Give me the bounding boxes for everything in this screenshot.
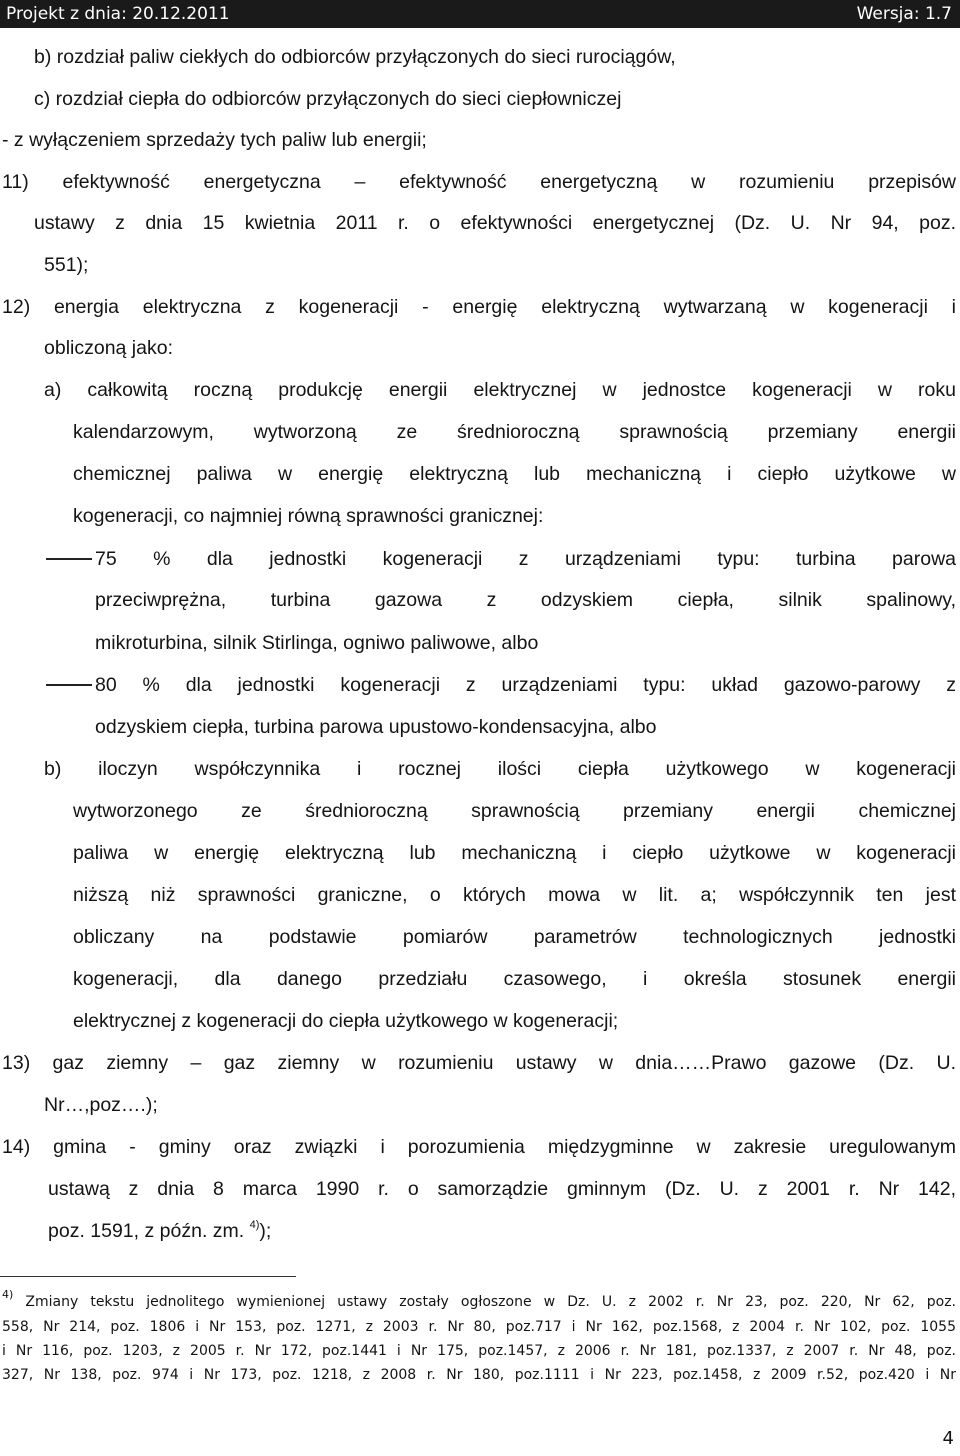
- body-line: obliczoną jako:: [44, 337, 173, 359]
- body-line: chemicznej paliwa w energię elektryczną lub mechaniczną i ciepło użytkowe w: [73, 463, 956, 485]
- body-line: 13) gaz ziemny – gaz ziemny w rozumieniu ustawy w dnia……Prawo gazowe (Dz. U.: [2, 1052, 956, 1074]
- body-line: mikroturbina, silnik Stirlinga, ogniwo paliwowe, albo: [95, 632, 539, 654]
- footnote-marker: 4): [2, 1288, 14, 1302]
- body-line: c) rozdział ciepła do odbiorców przyłączonych do sieci ciepłowniczej: [34, 88, 622, 110]
- body-line: kalendarzowym, wytworzoną ze średnioroczną sprawnością przemiany energii: [73, 421, 956, 443]
- body-line: przeciwprężna, turbina gazowa z odzyskiem ciepła, silnik spalinowy,: [95, 589, 956, 611]
- body-line: 551);: [44, 254, 89, 276]
- body-line: 12) energia elektryczna z kogeneracji - energię elektryczną wytwarzaną w kogeneracji i: [2, 296, 956, 318]
- body-line: ustawą z dnia 8 marca 1990 r. o samorządzie gminnym (Dz. U. z 2001 r. Nr 142,: [48, 1178, 956, 1200]
- document-header: [0, 0, 960, 28]
- list-dash: [46, 558, 92, 560]
- footnote-separator: [0, 1276, 296, 1277]
- body-line: b) rozdział paliw ciekłych do odbiorców przyłączonych do sieci rurociągów,: [34, 46, 676, 68]
- body-line: 80 % dla jednostki kogeneracji z urządzeniami typu: układ gazowo-parowy z: [95, 674, 956, 696]
- page-number: 4: [942, 1428, 954, 1449]
- body-line-text: poz. 1591, z późn. zm.: [48, 1220, 245, 1242]
- body-line: paliwa w energię elektryczną lub mechaniczną i ciepło użytkowe w kogeneracji: [73, 842, 956, 864]
- body-line-with-footnote: [48, 1219, 271, 1243]
- body-line: 11) efektywność energetyczna – efektywność energetyczną w rozumieniu przepisów: [2, 171, 956, 193]
- body-line: kogeneracji, co najmniej równą sprawności granicznej:: [73, 505, 544, 527]
- body-line: a) całkowitą roczną produkcję energii elektrycznej w jednostce kogeneracji w roku: [44, 379, 956, 401]
- footnote-text: Zmiany tekstu jednolitego wymienionej ustawy zostały ogłoszone w Dz. U. z 2002 r. Nr 23, poz. 220, Nr 62, poz.: [25, 1294, 956, 1310]
- list-dash: [46, 684, 92, 686]
- footnote-line: 558, Nr 214, poz. 1806 i Nr 153, poz. 1271, z 2003 r. Nr 80, poz.717 i Nr 162, poz.1568, z 2004 r. Nr 102, poz. 1055: [2, 1319, 956, 1335]
- body-line: 75 % dla jednostki kogeneracji z urządzeniami typu: turbina parowa: [95, 548, 956, 570]
- footnote-reference[interactable]: 4): [249, 1218, 260, 1231]
- footnote-line: [0, 1288, 956, 1311]
- body-line: niższą niż sprawności graniczne, o których mowa w lit. a; współczynnik ten jest: [73, 884, 956, 906]
- body-line-tail: );: [259, 1220, 272, 1242]
- body-line: b) iloczyn współczynnika i rocznej ilości ciepła użytkowego w kogeneracji: [44, 758, 956, 780]
- body-line: wytworzonego ze średnioroczną sprawnością przemiany energii chemicznej: [73, 800, 956, 822]
- footnote-line: i Nr 116, poz. 1203, z 2005 r. Nr 172, poz.1441 i Nr 175, poz.1457, z 2006 r. Nr 181, poz.1337, z 2007 r. Nr 48, poz.: [2, 1343, 956, 1359]
- version-label: Wersja: 1.7: [856, 4, 952, 24]
- footnote-line: 327, Nr 138, poz. 974 i Nr 173, poz. 1218, z 2008 r. Nr 180, poz.1111 i Nr 223, poz.1458, z 2009 r.52, poz.420 i Nr: [2, 1367, 956, 1383]
- draft-date-label: Projekt z dnia: 20.12.2011: [6, 4, 230, 24]
- body-line: 14) gmina - gminy oraz związki i porozumienia międzygminne w zakresie uregulowanym: [2, 1136, 956, 1158]
- body-line: - z wyłączeniem sprzedaży tych paliw lub energii;: [2, 129, 427, 151]
- body-line: elektrycznej z kogeneracji do ciepła użytkowego w kogeneracji;: [73, 1010, 619, 1032]
- body-line: Nr…,poz….);: [44, 1094, 158, 1116]
- body-line: obliczany na podstawie pomiarów parametrów technologicznych jednostki: [73, 926, 956, 948]
- body-line: odzyskiem ciepła, turbina parowa upustowo-kondensacyjna, albo: [95, 716, 657, 738]
- body-line: ustawy z dnia 15 kwietnia 2011 r. o efektywności energetycznej (Dz. U. Nr 94, poz.: [34, 212, 956, 234]
- body-line: kogeneracji, dla danego przedziału czasowego, i określa stosunek energii: [73, 968, 956, 990]
